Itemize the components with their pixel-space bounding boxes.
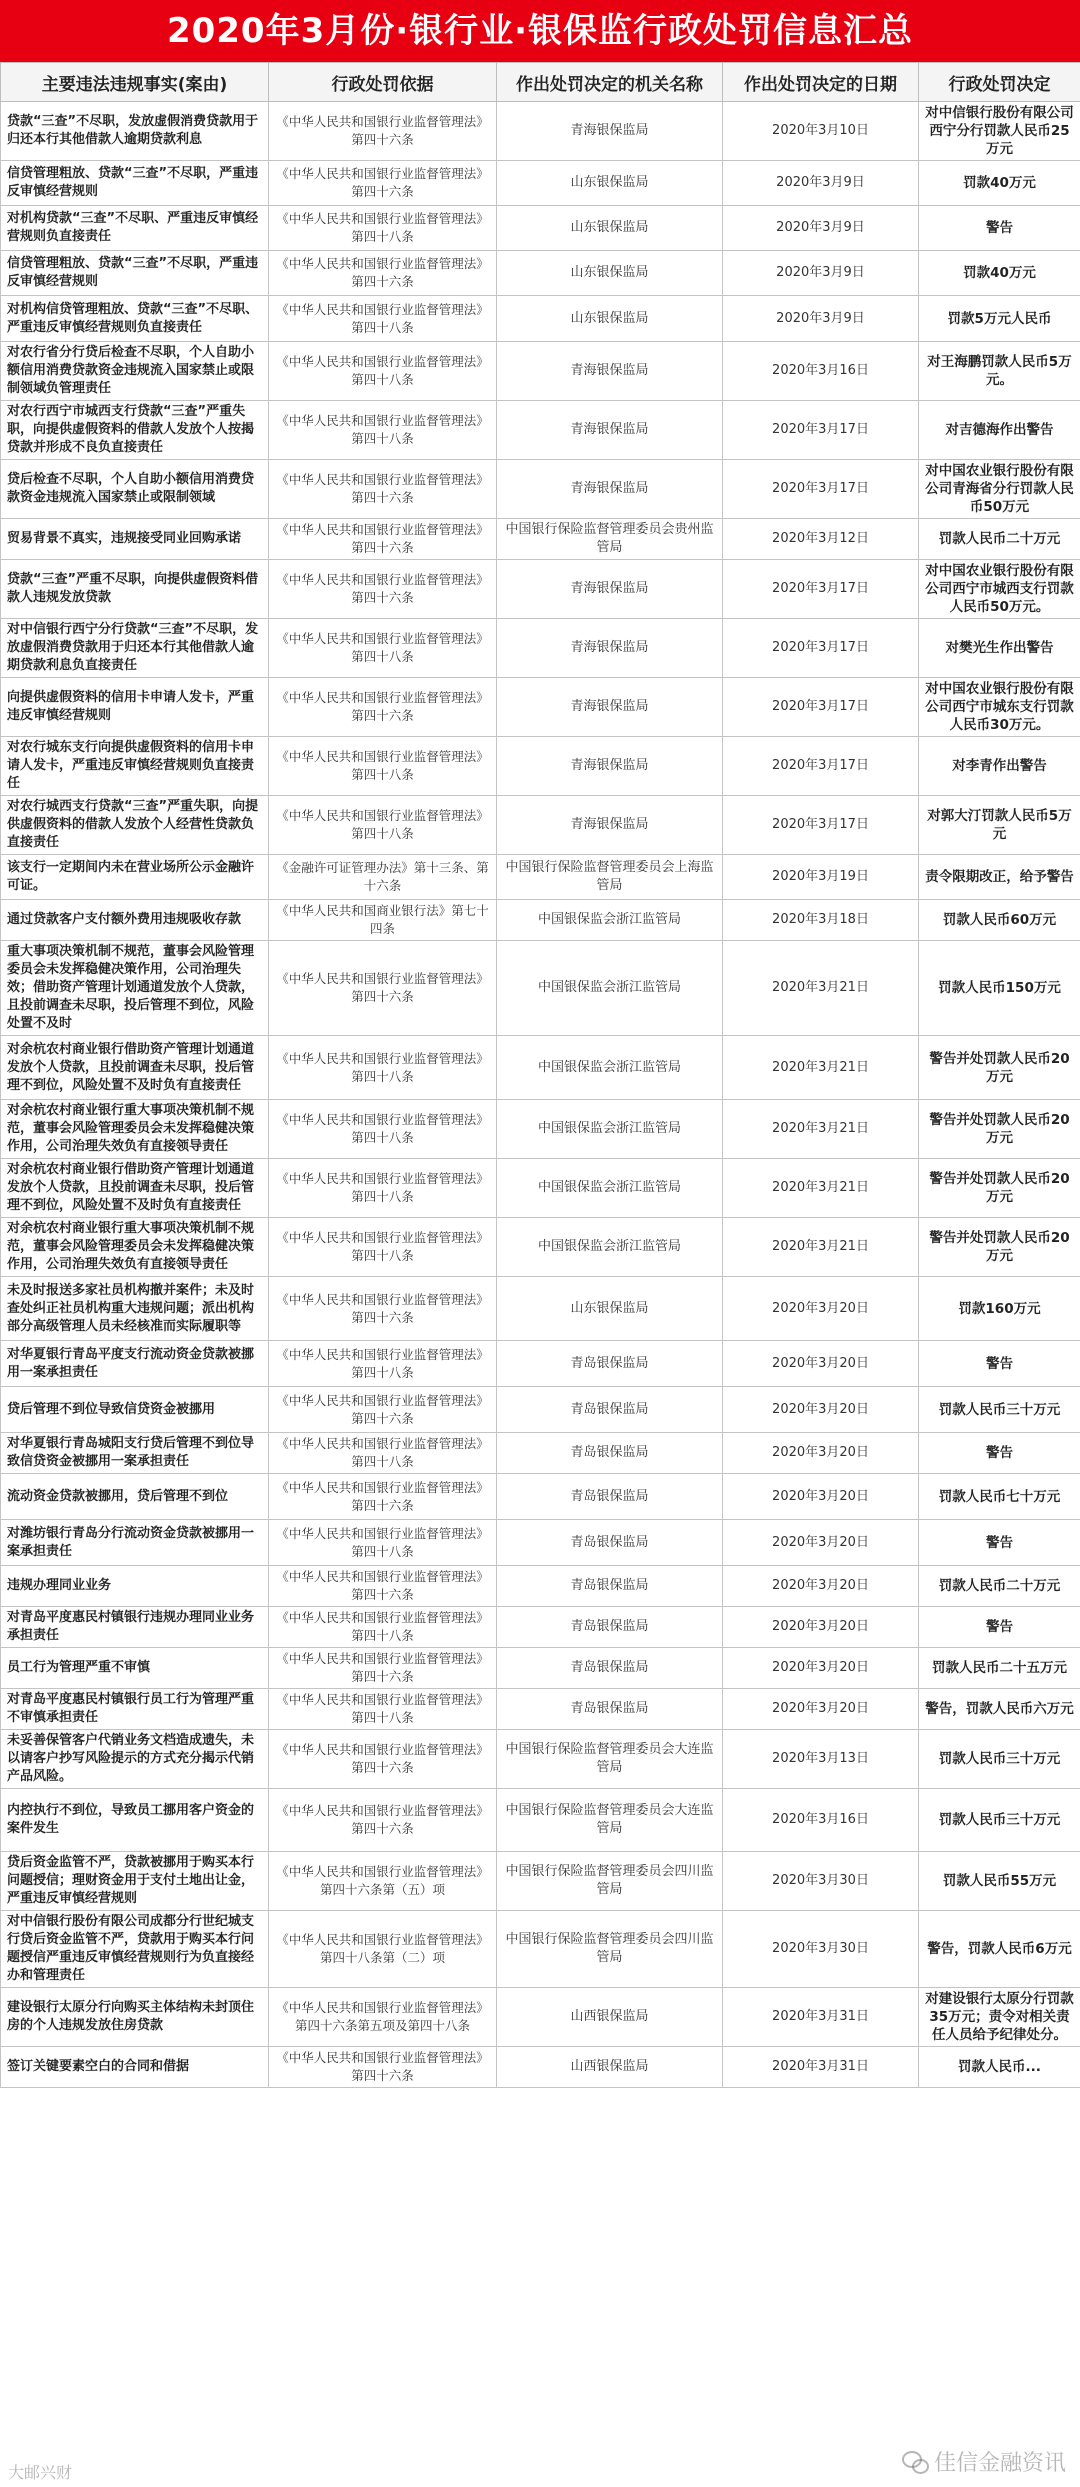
cell-org: 青岛银保监局: [497, 1648, 723, 1689]
table-row: [1, 941, 1080, 1036]
cell-decision: 警告: [919, 206, 1080, 251]
cell-org: 青岛银保监局: [497, 1387, 723, 1433]
cell-date: 2020年3月20日: [723, 1648, 919, 1689]
cell-date: 2020年3月20日: [723, 1474, 919, 1520]
cell-fact: 对华夏银行青岛城阳支行贷后管理不到位导致信贷资金被挪用一案承担责任: [1, 1433, 269, 1474]
cell-decision: 罚款人民币二十五万元: [919, 1648, 1080, 1689]
cell-fact: 贷后资金监管不严，贷款被挪用于购买本行问题授信；理财资金用于支付土地出让金，严重违反审慎经营规则: [1, 1852, 269, 1911]
cell-org: 山东银保监局: [497, 1277, 723, 1341]
cell-fact: 对青岛平度惠民村镇银行员工行为管理严重不审慎承担责任: [1, 1689, 269, 1730]
header-org: 作出处罚决定的机关名称: [497, 63, 723, 102]
cell-org: 山东银保监局: [497, 206, 723, 251]
cell-decision: 对郭大汀罚款人民币5万元: [919, 796, 1080, 855]
cell-decision: 罚款人民币三十万元: [919, 1387, 1080, 1433]
cell-date: 2020年3月20日: [723, 1566, 919, 1607]
table-row: [1, 619, 1080, 678]
cell-decision: 罚款40万元: [919, 251, 1080, 296]
cell-basis: 《中华人民共和国银行业监督管理法》第四十六条: [269, 161, 497, 206]
cell-date: 2020年3月16日: [723, 1789, 919, 1852]
cell-org: 中国银保监会浙江监管局: [497, 1159, 723, 1218]
cell-basis: 《中华人民共和国银行业监督管理法》第四十六条: [269, 560, 497, 619]
cell-basis: 《中华人民共和国银行业监督管理法》第四十八条: [269, 1433, 497, 1474]
cell-org: 山东银保监局: [497, 296, 723, 342]
table-row: [1, 1159, 1080, 1218]
cell-fact: 对农行省分行贷后检查不尽职，个人自助小额信用消费贷款资金违规流入国家禁止或限制领域负管理责任: [1, 342, 269, 401]
cell-basis: 《中华人民共和国银行业监督管理法》第四十八条: [269, 619, 497, 678]
table-row: [1, 1607, 1080, 1648]
cell-date: 2020年3月17日: [723, 678, 919, 737]
cell-basis: 《中华人民共和国银行业监督管理法》第四十六条: [269, 941, 497, 1036]
cell-org: 中国银行保险监督管理委员会大连监管局: [497, 1789, 723, 1852]
cell-org: 山东银保监局: [497, 161, 723, 206]
cell-date: 2020年3月21日: [723, 1036, 919, 1100]
cell-org: 中国银保监会浙江监管局: [497, 1100, 723, 1159]
cell-org: 中国银行保险监督管理委员会四川监管局: [497, 1852, 723, 1911]
cell-basis: 《中华人民共和国银行业监督管理法》第四十八条: [269, 737, 497, 796]
table-row: [1, 678, 1080, 737]
cell-basis: 《中华人民共和国银行业监督管理法》第四十八条: [269, 1100, 497, 1159]
cell-org: 青海银保监局: [497, 796, 723, 855]
cell-basis: 《中华人民共和国银行业监督管理法》第四十六条: [269, 678, 497, 737]
cell-fact: 对中信银行股份有限公司成都分行世纪城支行贷后资金监管不严，贷款用于购买本行问题授信严重违反审慎经营规则行为负直接经办和管理责任: [1, 1911, 269, 1988]
cell-fact: 建设银行太原分行向购买主体结构未封顶住房的个人违规发放住房贷款: [1, 1988, 269, 2047]
cell-org: 山东银保监局: [497, 251, 723, 296]
cell-decision: 责令限期改正，给予警告: [919, 855, 1080, 900]
cell-decision: 对樊光生作出警告: [919, 619, 1080, 678]
cell-basis: 《中华人民共和国银行业监督管理法》第四十八条: [269, 1520, 497, 1566]
cell-date: 2020年3月17日: [723, 560, 919, 619]
cell-decision: 对中国农业银行股份有限公司青海省分行罚款人民币50万元: [919, 460, 1080, 519]
cell-decision: 对中国农业银行股份有限公司西宁市城西支行罚款人民币50万元。: [919, 560, 1080, 619]
cell-decision: 罚款人民币三十万元: [919, 1730, 1080, 1789]
table-row: [1, 1433, 1080, 1474]
cell-decision: 对中国农业银行股份有限公司西宁市城东支行罚款人民币30万元。: [919, 678, 1080, 737]
cell-fact: 员工行为管理严重不审慎: [1, 1648, 269, 1689]
table-row: [1, 1911, 1080, 1988]
cell-date: 2020年3月20日: [723, 1689, 919, 1730]
cell-fact: 重大事项决策机制不规范，董事会风险管理委员会未发挥稳健决策作用，公司治理失效；借助资产管理计划通道发放个人贷款，且投前调查未尽职，投后管理不到位，风险处置不及时: [1, 941, 269, 1036]
cell-basis: 《中华人民共和国银行业监督管理法》第四十八条: [269, 1607, 497, 1648]
cell-date: 2020年3月20日: [723, 1433, 919, 1474]
cell-basis: 《中华人民共和国银行业监督管理法》第四十八条: [269, 342, 497, 401]
cell-decision: 罚款人民币七十万元: [919, 1474, 1080, 1520]
table-row: [1, 342, 1080, 401]
table-row: [1, 855, 1080, 900]
cell-decision: 罚款160万元: [919, 1277, 1080, 1341]
cell-basis: 《中华人民共和国银行业监督管理法》第四十六条: [269, 1730, 497, 1789]
table-row: [1, 1341, 1080, 1387]
cell-date: 2020年3月21日: [723, 1218, 919, 1277]
header-decision: 行政处罚决定: [919, 63, 1080, 102]
cell-org: 中国银行保险监督管理委员会上海监管局: [497, 855, 723, 900]
cell-org: 青岛银保监局: [497, 1520, 723, 1566]
cell-basis: 《中华人民共和国银行业监督管理法》第四十八条: [269, 1159, 497, 1218]
table-row: [1, 519, 1080, 560]
cell-basis: 《中华人民共和国商业银行法》第七十四条: [269, 900, 497, 941]
table-row: [1, 1520, 1080, 1566]
table-row: [1, 206, 1080, 251]
cell-date: 2020年3月10日: [723, 102, 919, 161]
cell-fact: 对余杭农村商业银行借助资产管理计划通道发放个人贷款，且投前调查未尽职，投后管理不到位，风险处置不及时负有直接责任: [1, 1036, 269, 1100]
cell-fact: 签订关键要素空白的合同和借据: [1, 2047, 269, 2088]
table-row: [1, 1852, 1080, 1911]
cell-decision: 对建设银行太原分行罚款35万元；责令对相关责任人员给予纪律处分。: [919, 1988, 1080, 2047]
penalty-table: [0, 62, 1080, 2088]
cell-org: 山西银保监局: [497, 1988, 723, 2047]
cell-decision: 罚款人民币55万元: [919, 1852, 1080, 1911]
watermark-right: [902, 2446, 1066, 2477]
cell-fact: 对余杭农村商业银行重大事项决策机制不规范，董事会风险管理委员会未发挥稳健决策作用，公司治理失效负有直接领导责任: [1, 1218, 269, 1277]
cell-fact: 违规办理同业业务: [1, 1566, 269, 1607]
cell-fact: 贷款“三查”严重不尽职，向提供虚假资料借款人违规发放贷款: [1, 560, 269, 619]
cell-org: 青海银保监局: [497, 342, 723, 401]
table-row: [1, 1730, 1080, 1789]
cell-date: 2020年3月20日: [723, 1277, 919, 1341]
table-row: [1, 1648, 1080, 1689]
cell-org: 中国银行保险监督管理委员会四川监管局: [497, 1911, 723, 1988]
cell-fact: 对青岛平度惠民村镇银行违规办理同业业务承担责任: [1, 1607, 269, 1648]
cell-fact: 对农行城西支行贷款“三查”严重失职，向提供虚假资料的借款人发放个人经营性贷款负直接责任: [1, 796, 269, 855]
header-basis: 行政处罚依据: [269, 63, 497, 102]
table-row: [1, 1387, 1080, 1433]
cell-date: 2020年3月13日: [723, 1730, 919, 1789]
cell-date: 2020年3月31日: [723, 1988, 919, 2047]
cell-date: 2020年3月30日: [723, 1911, 919, 1988]
cell-basis: 《中华人民共和国银行业监督管理法》第四十六条第（五）项: [269, 1852, 497, 1911]
cell-date: 2020年3月31日: [723, 2047, 919, 2088]
cell-date: 2020年3月21日: [723, 1100, 919, 1159]
cell-decision: 警告: [919, 1341, 1080, 1387]
table-header-row: [1, 63, 1080, 102]
cell-decision: 罚款40万元: [919, 161, 1080, 206]
cell-org: 青海银保监局: [497, 678, 723, 737]
cell-date: 2020年3月16日: [723, 342, 919, 401]
cell-org: 青岛银保监局: [497, 1341, 723, 1387]
cell-date: 2020年3月9日: [723, 206, 919, 251]
cell-decision: 警告并处罚款人民币20万元: [919, 1036, 1080, 1100]
cell-decision: 对中信银行股份有限公司西宁分行罚款人民币25万元: [919, 102, 1080, 161]
cell-fact: 对潍坊银行青岛分行流动资金贷款被挪用一案承担责任: [1, 1520, 269, 1566]
table-row: [1, 1789, 1080, 1852]
cell-basis: 《中华人民共和国银行业监督管理法》第四十六条: [269, 1789, 497, 1852]
table-row: [1, 296, 1080, 342]
cell-org: 青岛银保监局: [497, 1607, 723, 1648]
table-row: [1, 900, 1080, 941]
cell-decision: 警告，罚款人民币6万元: [919, 1911, 1080, 1988]
table-row: [1, 796, 1080, 855]
cell-fact: 该支行一定期间内未在营业场所公示金融许可证。: [1, 855, 269, 900]
cell-decision: 罚款5万元人民币: [919, 296, 1080, 342]
cell-org: 中国银保监会浙江监管局: [497, 900, 723, 941]
cell-fact: 对余杭农村商业银行重大事项决策机制不规范，董事会风险管理委员会未发挥稳健决策作用，公司治理失效负有直接领导责任: [1, 1100, 269, 1159]
cell-decision: 对李青作出警告: [919, 737, 1080, 796]
cell-fact: 信贷管理粗放、贷款“三查”不尽职，严重违反审慎经营规则: [1, 251, 269, 296]
cell-org: 青海银保监局: [497, 401, 723, 460]
cell-basis: 《中华人民共和国银行业监督管理法》第四十六条: [269, 1648, 497, 1689]
cell-basis: 《中华人民共和国银行业监督管理法》第四十八条: [269, 1218, 497, 1277]
cell-org: 青海银保监局: [497, 102, 723, 161]
cell-decision: 罚款人民币...: [919, 2047, 1080, 2088]
page-title: 2020年3月份·银行业·银保监行政处罚信息汇总: [0, 0, 1080, 62]
cell-date: 2020年3月18日: [723, 900, 919, 941]
cell-basis: 《中华人民共和国银行业监督管理法》第四十六条: [269, 460, 497, 519]
cell-decision: 警告: [919, 1433, 1080, 1474]
cell-basis: 《中华人民共和国银行业监督管理法》第四十八条: [269, 296, 497, 342]
cell-basis: 《中华人民共和国银行业监督管理法》第四十六条第五项及第四十八条: [269, 1988, 497, 2047]
cell-basis: 《中华人民共和国银行业监督管理法》第四十六条: [269, 251, 497, 296]
cell-org: 青海银保监局: [497, 619, 723, 678]
cell-decision: 对吉德海作出警告: [919, 401, 1080, 460]
cell-org: 中国银保监会浙江监管局: [497, 1218, 723, 1277]
cell-org: 青岛银保监局: [497, 1689, 723, 1730]
cell-fact: 对机构贷款“三查”不尽职、严重违反审慎经营规则负直接责任: [1, 206, 269, 251]
cell-decision: 罚款人民币三十万元: [919, 1789, 1080, 1852]
cell-date: 2020年3月9日: [723, 251, 919, 296]
cell-decision: 罚款人民币150万元: [919, 941, 1080, 1036]
cell-fact: 贷后检查不尽职，个人自助小额信用消费贷款资金违规流入国家禁止或限制领域: [1, 460, 269, 519]
cell-decision: 罚款人民币二十万元: [919, 519, 1080, 560]
cell-basis: 《金融许可证管理办法》第十三条、第十六条: [269, 855, 497, 900]
cell-date: 2020年3月20日: [723, 1387, 919, 1433]
cell-fact: 对农行城东支行向提供虚假资料的信用卡申请人发卡，严重违反审慎经营规则负直接责任: [1, 737, 269, 796]
table-row: [1, 1100, 1080, 1159]
table-row: [1, 251, 1080, 296]
table-row: [1, 1218, 1080, 1277]
cell-fact: 对余杭农村商业银行借助资产管理计划通道发放个人贷款，且投前调查未尽职，投后管理不到位，风险处置不及时负有直接责任: [1, 1159, 269, 1218]
table-row: [1, 1689, 1080, 1730]
cell-fact: 内控执行不到位，导致员工挪用客户资金的案件发生: [1, 1789, 269, 1852]
cell-date: 2020年3月20日: [723, 1520, 919, 1566]
cell-basis: 《中华人民共和国银行业监督管理法》第四十八条第（二）项: [269, 1911, 497, 1988]
cell-date: 2020年3月17日: [723, 401, 919, 460]
cell-decision: 罚款人民币二十万元: [919, 1566, 1080, 1607]
cell-date: 2020年3月21日: [723, 1159, 919, 1218]
cell-basis: 《中华人民共和国银行业监督管理法》第四十八条: [269, 1341, 497, 1387]
cell-date: 2020年3月17日: [723, 460, 919, 519]
table-row: [1, 401, 1080, 460]
table-row: [1, 102, 1080, 161]
cell-decision: 警告: [919, 1520, 1080, 1566]
cell-fact: 未妥善保管客户代销业务文档造成遗失，未以请客户抄写风险提示的方式充分揭示代销产品风险。: [1, 1730, 269, 1789]
cell-basis: 《中华人民共和国银行业监督管理法》第四十六条: [269, 1387, 497, 1433]
cell-org: 青海银保监局: [497, 560, 723, 619]
cell-fact: 对机构信贷管理粗放、贷款“三查”不尽职、严重违反审慎经营规则负直接责任: [1, 296, 269, 342]
table-body: [1, 102, 1080, 2088]
cell-basis: 《中华人民共和国银行业监督管理法》第四十八条: [269, 206, 497, 251]
cell-basis: 《中华人民共和国银行业监督管理法》第四十八条: [269, 1036, 497, 1100]
cell-org: 中国银保监会浙江监管局: [497, 1036, 723, 1100]
cell-date: 2020年3月30日: [723, 1852, 919, 1911]
watermark-right-text: 佳信金融资讯: [933, 2451, 1066, 2476]
cell-date: 2020年3月17日: [723, 737, 919, 796]
cell-org: 中国银行保险监督管理委员会大连监管局: [497, 1730, 723, 1789]
cell-date: 2020年3月21日: [723, 941, 919, 1036]
cell-basis: 《中华人民共和国银行业监督管理法》第四十六条: [269, 102, 497, 161]
table-row: [1, 1036, 1080, 1100]
cell-org: 青岛银保监局: [497, 1433, 723, 1474]
cell-org: 青岛银保监局: [497, 1474, 723, 1520]
cell-date: 2020年3月9日: [723, 296, 919, 342]
cell-org: 中国银保监会浙江监管局: [497, 941, 723, 1036]
cell-fact: 向提供虚假资料的信用卡申请人发卡，严重违反审慎经营规则: [1, 678, 269, 737]
cell-basis: 《中华人民共和国银行业监督管理法》第四十六条: [269, 1474, 497, 1520]
cell-basis: 《中华人民共和国银行业监督管理法》第四十六条: [269, 1277, 497, 1341]
table-row: [1, 1566, 1080, 1607]
cell-decision: 对王海鹏罚款人民币5万元。: [919, 342, 1080, 401]
cell-fact: 流动资金贷款被挪用，贷后管理不到位: [1, 1474, 269, 1520]
cell-org: 青海银保监局: [497, 460, 723, 519]
cell-fact: 对华夏银行青岛平度支行流动资金贷款被挪用一案承担责任: [1, 1341, 269, 1387]
table-row: [1, 460, 1080, 519]
cell-basis: 《中华人民共和国银行业监督管理法》第四十八条: [269, 796, 497, 855]
cell-decision: 警告并处罚款人民币20万元: [919, 1159, 1080, 1218]
cell-org: 中国银行保险监督管理委员会贵州监管局: [497, 519, 723, 560]
table-row: [1, 2047, 1080, 2088]
cell-date: 2020年3月12日: [723, 519, 919, 560]
cell-decision: 警告并处罚款人民币20万元: [919, 1218, 1080, 1277]
cell-date: 2020年3月17日: [723, 796, 919, 855]
cell-fact: 贷后管理不到位导致信贷资金被挪用: [1, 1387, 269, 1433]
cell-decision: 警告: [919, 1607, 1080, 1648]
table-row: [1, 560, 1080, 619]
cell-fact: 对农行西宁市城西支行贷款“三查”严重失职，向提供虚假资料的借款人发放个人按揭贷款并形成不良负直接责任: [1, 401, 269, 460]
cell-basis: 《中华人民共和国银行业监督管理法》第四十六条: [269, 519, 497, 560]
cell-org: 山西银保监局: [497, 2047, 723, 2088]
cell-basis: 《中华人民共和国银行业监督管理法》第四十六条: [269, 1566, 497, 1607]
cell-fact: 未及时报送多家社员机构撤并案件；未及时查处纠正社员机构重大违规问题；派出机构部分高级管理人员未经核准而实际履职等: [1, 1277, 269, 1341]
table-row: [1, 737, 1080, 796]
cell-date: 2020年3月20日: [723, 1341, 919, 1387]
cell-org: 青海银保监局: [497, 737, 723, 796]
table-row: [1, 1277, 1080, 1341]
cell-org: 青岛银保监局: [497, 1566, 723, 1607]
header-date: 作出处罚决定的日期: [723, 63, 919, 102]
cell-fact: 贷款“三查”不尽职，发放虚假消费贷款用于归还本行其他借款人逾期贷款利息: [1, 102, 269, 161]
header-fact: 主要违法违规事实(案由): [1, 63, 269, 102]
cell-basis: 《中华人民共和国银行业监督管理法》第四十八条: [269, 1689, 497, 1730]
cell-date: 2020年3月20日: [723, 1607, 919, 1648]
cell-fact: 通过贷款客户支付额外费用违规吸收存款: [1, 900, 269, 941]
table-row: [1, 161, 1080, 206]
cell-date: 2020年3月17日: [723, 619, 919, 678]
cell-decision: 罚款人民币60万元: [919, 900, 1080, 941]
cell-decision: 警告，罚款人民币六万元: [919, 1689, 1080, 1730]
cell-fact: 对中信银行西宁分行贷款“三查”不尽职，发放虚假消费贷款用于归还本行其他借款人逾期贷款利息负直接责任: [1, 619, 269, 678]
cell-fact: 贸易背景不真实，违规接受同业回购承诺: [1, 519, 269, 560]
cell-fact: 信贷管理粗放、贷款“三查”不尽职，严重违反审慎经营规则: [1, 161, 269, 206]
watermark-left: 大邮兴财: [8, 2463, 73, 2482]
table-row: [1, 1988, 1080, 2047]
wechat-icon: [902, 2451, 928, 2473]
cell-basis: 《中华人民共和国银行业监督管理法》第四十六条: [269, 2047, 497, 2088]
cell-decision: 警告并处罚款人民币20万元: [919, 1100, 1080, 1159]
cell-basis: 《中华人民共和国银行业监督管理法》第四十八条: [269, 401, 497, 460]
cell-date: 2020年3月9日: [723, 161, 919, 206]
table-row: [1, 1474, 1080, 1520]
cell-date: 2020年3月19日: [723, 855, 919, 900]
